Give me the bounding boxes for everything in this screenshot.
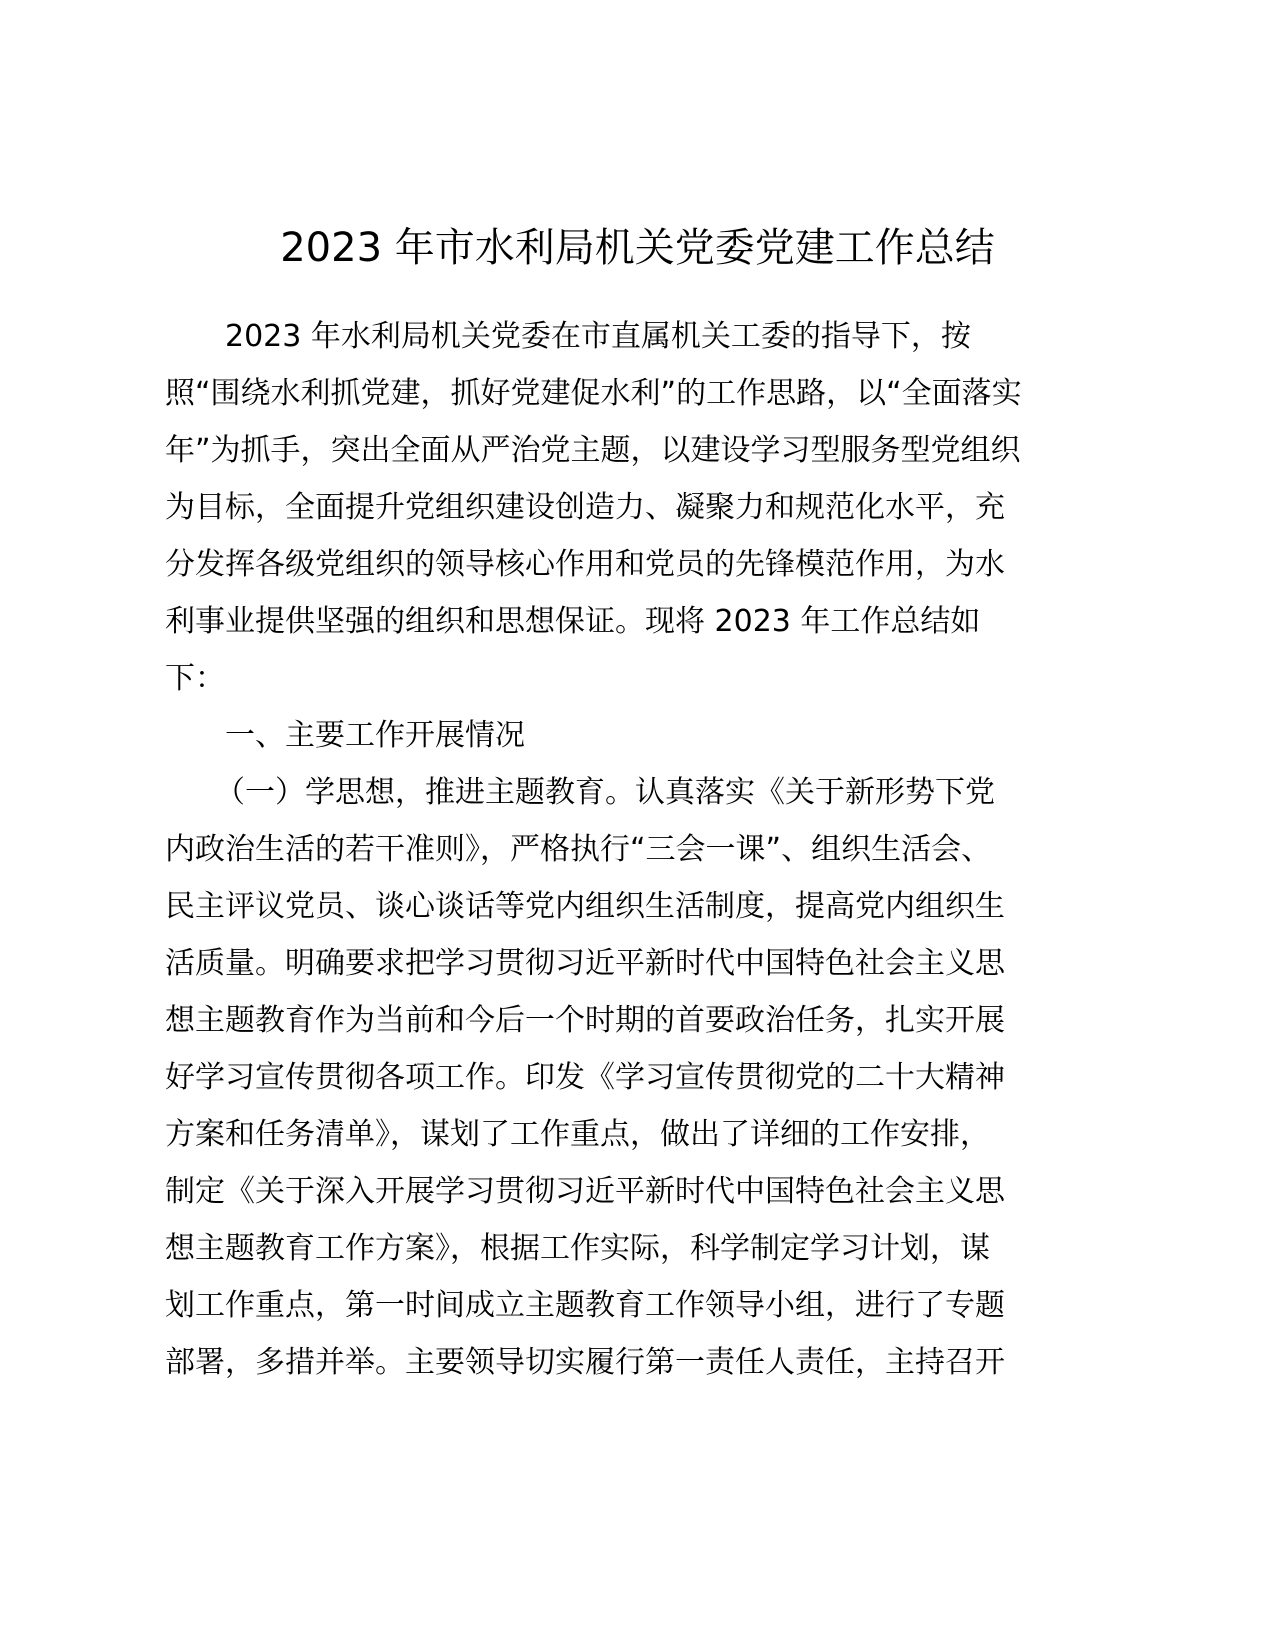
paragraph-line: 想主题教育工作方案》，根据工作实际，科学制定学习计划，谋 bbox=[165, 1231, 990, 1266]
document-title: 2023 年市水利局机关党委党建工作总结 bbox=[280, 225, 995, 271]
paragraph-line: 利事业提供坚强的组织和思想保证。现将 2023 年工作总结如 bbox=[165, 604, 981, 639]
paragraph-line: 制定《关于深入开展学习贯彻习近平新时代中国特色社会主义思 bbox=[165, 1174, 1005, 1209]
paragraph-line: 活质量。明确要求把学习贯彻习近平新时代中国特色社会主义思 bbox=[165, 946, 1005, 981]
paragraph-line: 好学习宣传贯彻各项工作。印发《学习宣传贯彻党的二十大精神 bbox=[165, 1060, 1005, 1095]
paragraph-line: 为目标，全面提升党组织建设创造力、凝聚力和规范化水平，充 bbox=[165, 490, 1005, 525]
paragraph-line: 分发挥各级党组织的领导核心作用和党员的先锋模范作用，为水 bbox=[165, 547, 1005, 582]
paragraph-line: 想主题教育作为当前和今后一个时期的首要政治任务，扎实开展 bbox=[165, 1003, 1005, 1038]
section-heading: 一、主要工作开展情况 bbox=[225, 718, 525, 753]
paragraph-line: 内政治生活的若干准则》，严格执行“三会一课”、组织生活会、 bbox=[165, 832, 992, 867]
paragraph-line: 划工作重点，第一时间成立主题教育工作领导小组，进行了专题 bbox=[165, 1288, 1005, 1323]
document-body bbox=[165, 308, 1125, 1391]
paragraph-line: 年”为抓手，突出全面从严治党主题，以建设学习型服务型党组织 bbox=[165, 433, 1021, 468]
paragraph-line: （一）学思想，推进主题教育。认真落实《关于新形势下党 bbox=[215, 775, 995, 810]
paragraph-line: 2023 年水利局机关党委在市直属机关工委的指导下，按 bbox=[225, 319, 971, 354]
paragraph-line: 方案和任务清单》，谋划了工作重点，做出了详细的工作安排， bbox=[165, 1117, 990, 1152]
paragraph-line: 照“围绕水利抓党建，抓好党建促水利”的工作思路，以“全面落实 bbox=[165, 376, 1022, 411]
paragraph-line: 民主评议党员、谈心谈话等党内组织生活制度，提高党内组织生 bbox=[165, 889, 1005, 924]
paragraph-line: 部署，多措并举。主要领导切实履行第一责任人责任，主持召开 bbox=[165, 1345, 1005, 1380]
paragraph-line: 下： bbox=[165, 661, 225, 696]
